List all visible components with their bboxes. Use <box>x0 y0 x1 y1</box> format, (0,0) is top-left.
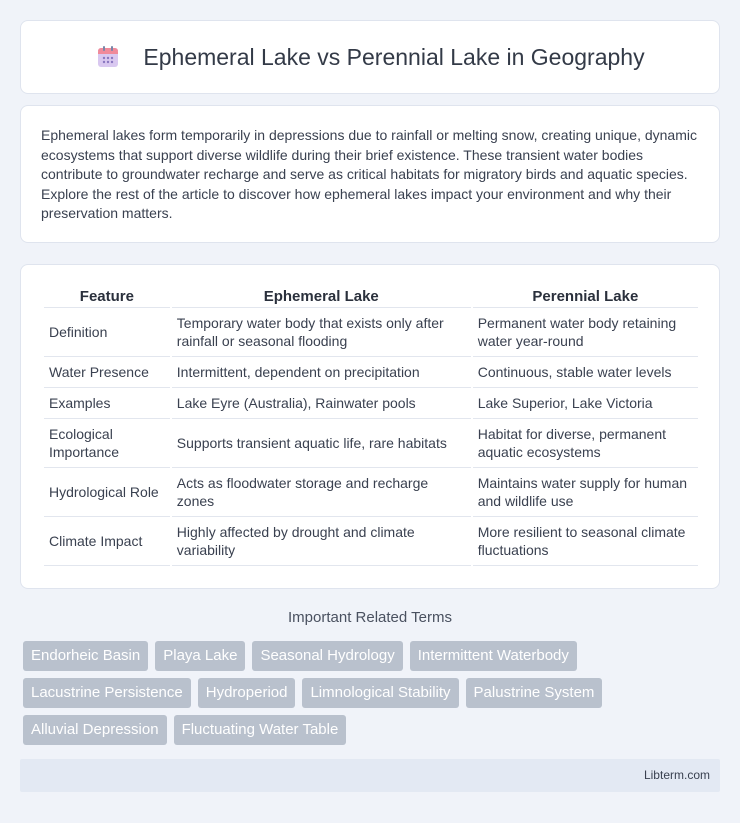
perennial-cell: Lake Superior, Lake Victoria <box>473 388 698 419</box>
ephemeral-cell: Supports transient aquatic life, rare habitats <box>172 419 471 468</box>
comparison-table <box>42 285 700 566</box>
footer-site-link[interactable]: Libterm.com <box>643 768 710 782</box>
page-title: Ephemeral Lake vs Perennial Lake in Geography <box>143 43 645 70</box>
intro-paragraph: Ephemeral lakes form temporarily in depressions due to rainfall or melting snow, creating unique, dynamic ecosystems that support diverse wildlife during their brief existence. These transient water bodies contribute to groundwater recharge and serve as critical habitats for migratory birds and aquatic species. Explore the rest of the article to discover how ephemeral lakes impact your environment and why their preservation matters. <box>41 127 697 221</box>
feature-cell: Climate Impact <box>44 517 170 566</box>
table-row <box>44 517 698 566</box>
header-ephemeral-lake: Ephemeral Lake <box>172 285 471 308</box>
perennial-cell: Maintains water supply for human and wildlife use <box>473 468 698 517</box>
ephemeral-cell: Highly affected by drought and climate variability <box>172 517 471 566</box>
tag-seasonal-hydrology[interactable]: Seasonal Hydrology <box>252 641 402 671</box>
feature-cell: Water Presence <box>44 357 170 388</box>
tag-alluvial-depression[interactable]: Alluvial Depression <box>23 715 167 745</box>
tag-lacustrine-persistence[interactable]: Lacustrine Persistence <box>23 678 191 708</box>
perennial-cell: Habitat for diverse, permanent aquatic ecosystems <box>473 419 698 468</box>
tag-fluctuating-water-table[interactable]: Fluctuating Water Table <box>174 715 347 745</box>
table-row <box>44 468 698 517</box>
perennial-cell: More resilient to seasonal climate fluctuations <box>473 517 698 566</box>
ephemeral-cell: Lake Eyre (Australia), Rainwater pools <box>172 388 471 419</box>
table-row <box>44 308 698 357</box>
ephemeral-cell: Intermittent, dependent on precipitation <box>172 357 471 388</box>
tag-row <box>23 715 723 745</box>
calendar-icon <box>95 44 121 70</box>
comparison-card <box>20 264 720 589</box>
related-terms-title: Important Related Terms <box>288 609 452 626</box>
title-card <box>20 20 720 94</box>
related-terms-tags <box>23 641 723 752</box>
tag-limnological-stability[interactable]: Limnological Stability <box>302 678 458 708</box>
perennial-cell: Continuous, stable water levels <box>473 357 698 388</box>
ephemeral-cell: Temporary water body that exists only after rainfall or seasonal flooding <box>172 308 471 357</box>
header-perennial-lake: Perennial Lake <box>473 285 698 308</box>
header-feature: Feature <box>44 285 170 308</box>
table-row <box>44 388 698 419</box>
table-header-row <box>44 285 698 308</box>
tag-endorheic-basin[interactable]: Endorheic Basin <box>23 641 148 671</box>
tag-intermittent-waterbody[interactable]: Intermittent Waterbody <box>410 641 577 671</box>
footer <box>20 759 720 792</box>
tag-hydroperiod[interactable]: Hydroperiod <box>198 678 296 708</box>
feature-cell: Hydrological Role <box>44 468 170 517</box>
tag-row <box>23 678 723 708</box>
tag-row <box>23 641 723 671</box>
perennial-cell: Permanent water body retaining water year-round <box>473 308 698 357</box>
intro-card <box>20 105 720 243</box>
feature-cell: Ecological Importance <box>44 419 170 468</box>
table-row <box>44 357 698 388</box>
ephemeral-cell: Acts as floodwater storage and recharge zones <box>172 468 471 517</box>
feature-cell: Definition <box>44 308 170 357</box>
tag-playa-lake[interactable]: Playa Lake <box>155 641 245 671</box>
tag-palustrine-system[interactable]: Palustrine System <box>466 678 603 708</box>
table-row <box>44 419 698 468</box>
feature-cell: Examples <box>44 388 170 419</box>
